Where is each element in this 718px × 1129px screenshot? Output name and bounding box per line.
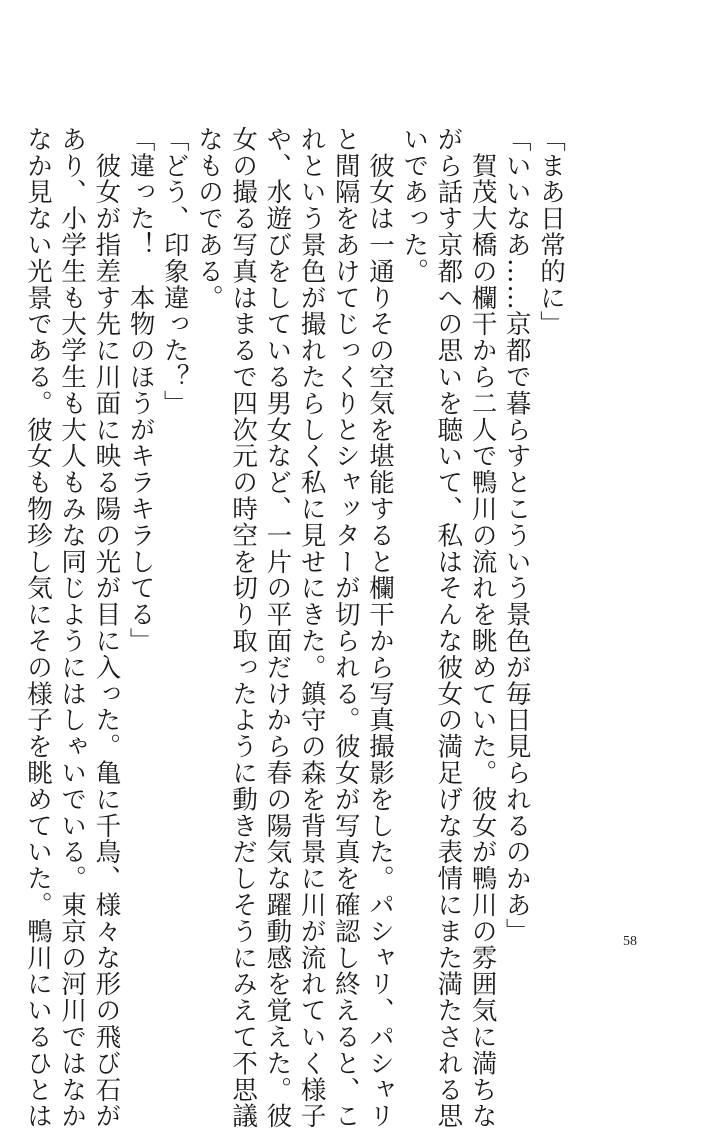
page-number: 58 [623,934,637,949]
text-line: いであった。 [399,126,430,285]
text-line: がら話す京都への思いを聴いて、私はそんな彼女の満足げな表情にまた満たされる思 [433,126,464,1129]
text-line: 「まあ日常的に」 [536,126,566,338]
text-line: 「どう、印象違った？」 [159,126,190,417]
text-line: 「いいなあ……京都で暮らすとこういう景色が毎日見られるのかあ」 [501,126,532,945]
text-line: 女の撮る写真はまるで四次元の時空を切り取ったように動きだしそうにみえて不思議 [228,126,259,1129]
text-line: 彼女は一通りその空気を堪能すると欄干から写真撮影をした。パシャリ、パシャリ [364,126,395,1129]
text-line: 彼女が指差す先に川面に映る陽の光が目に入った。亀に千鳥、様々な形の飛び石が [91,126,122,1129]
text-line: 「違った！ 本物のほうがキラキラしてる」 [125,126,156,654]
text-line: なものである。 [193,126,224,311]
text-line: あり、小学生も大学生も大人もみな同じようにはしゃいでいる。東京の河川ではなか [57,126,88,1129]
text-line: なか見ない光景である。彼女も物珍し気にその様子を眺めていた。鴨川にいるひとは [22,126,53,1129]
text-line: れという景色が撮れたらしく私に見せにきた。鎮守の森を背景に川が流れていく様子 [296,126,327,1129]
text-line: や、水遊びをしている男女など、一片の平面だけから春の陽気な躍動感を覚えた。彼 [262,126,293,1129]
text-line: と間隔をあけてじっくりとシャッターが切られる。彼女が写真を確認し終えると、こ [330,126,361,1129]
text-line: 賀茂大橋の欄干から二人で鴨川の流れを眺めていた。彼女が鴨川の雰囲気に満ちな [467,126,498,1129]
vertical-text-block [22,126,568,1129]
